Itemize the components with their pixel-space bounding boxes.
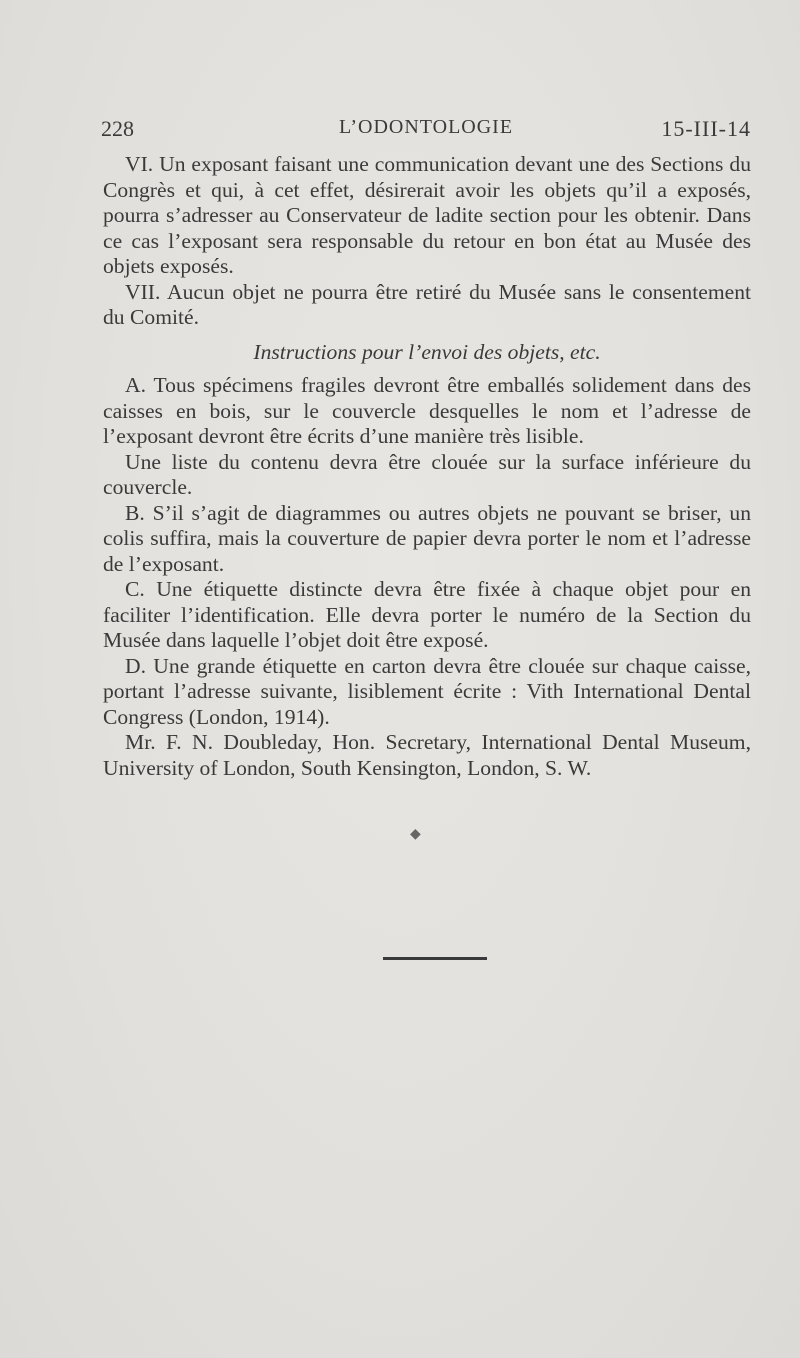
paragraph-vii: VII. Aucun objet ne pourra être retiré du Musée sans le consentement du Comité. (103, 279, 751, 329)
paragraph-d: D. Une grande étiquette en carton devra être clouée sur chaque caisse, portant l’adresse suivante, lisiblement écrite : Vith International Dental Congress (London, 1914). (103, 653, 751, 729)
section-heading: Instructions pour l’envoi des objets, etc. (253, 339, 601, 364)
page-number: 228 (101, 116, 134, 141)
end-rule (383, 957, 487, 960)
paragraph-c: C. Une étiquette distincte devra être fixée à chaque objet pour en faciliter l’identification. Elle devra porter le numéro de la Section du Musée dans laquelle l’objet doit être exposé. (103, 577, 751, 652)
ink-speck: ◆ (410, 827, 421, 842)
paragraph-b: B. S’il s’agit de diagrammes ou autres objets ne pouvant se briser, un colis suffira, mais la couverture de papier devra porter le nom et l’adresse de l’exposant. (103, 500, 751, 576)
paragraph-a-list: Une liste du contenu devra être clouée sur la surface inférieure du couvercle. (103, 449, 751, 499)
paragraph-a: A. Tous spécimens fragiles devront être emballés solidement dans des caisses en bois, sur le couvercle desquelles le nom et l’adresse de l’exposant devront être écrits d’une manière très lisible. (103, 373, 751, 448)
paragraph-vi: VI. Un exposant faisant une communication devant une des Sections du Congrès et qui, à cet effet, désirerait avoir les objets qu’il a exposés, pourra s’adresser au Conservateur de ladite section pour les obtenir. Dans ce cas l’exposant sera responsable du retour en bon état au Musée des objets exposés. (103, 152, 751, 278)
article-body (103, 152, 751, 781)
issue-date: 15-III-14 (661, 116, 751, 141)
journal-title: L’ODONTOLOGIE (338, 116, 514, 138)
running-header (101, 116, 751, 146)
paragraph-address: Mr. F. N. Doubleday, Hon. Secretary, International Dental Museum, University of London, South Kensington, London, S. W. (103, 730, 751, 780)
